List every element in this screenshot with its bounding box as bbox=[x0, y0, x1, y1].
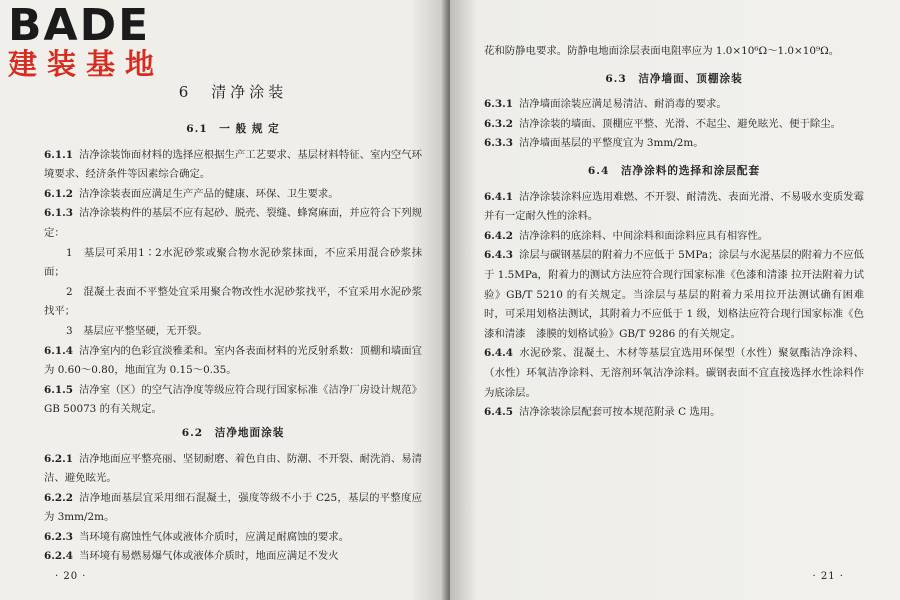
clause-6-2-3 bbox=[44, 528, 422, 548]
clause-number: 6.1.1 bbox=[44, 148, 73, 161]
clause-text: 洁净墙面基层的平整度宜为 3mm/2m。 bbox=[518, 137, 704, 150]
page-number-left: · 20 · bbox=[55, 571, 87, 582]
clause-text: 洁净室内的色彩宜淡雅柔和。室内各表面材料的光反射系数：顶棚和墙面宜为 0.60～0.80，地面宜为 0.15～0.35。 bbox=[44, 344, 422, 377]
bade-logo bbox=[8, 0, 165, 81]
list-item-3: 3 基层应平整坚硬，无开裂。 bbox=[66, 324, 208, 337]
clause-6-2-2 bbox=[44, 489, 422, 528]
clause-6-3-3 bbox=[484, 134, 864, 154]
clause-number: 6.3.1 bbox=[484, 98, 513, 111]
logo-word: BADE bbox=[8, 0, 151, 51]
section-title-6-2: 6.2 洁净地面涂装 bbox=[181, 426, 285, 439]
logo-subtitle: 建装基地 bbox=[8, 47, 165, 81]
clause-6-1-1 bbox=[44, 146, 422, 185]
clause-text: 洁净室（区）的空气洁净度等级应符合现行国家标准《洁净厂房设计规范》GB 50073 的有关规定。 bbox=[44, 383, 422, 416]
clause-number: 6.1.4 bbox=[44, 344, 73, 357]
clause-number: 6.1.2 bbox=[44, 187, 73, 200]
clause-text: 洁净涂装涂层配套可按本规范附录 C 选用。 bbox=[518, 406, 721, 419]
list-item-1: 1 基层可采用1∶2水泥砂浆或聚合物水泥砂浆抹面，不应采用混合砂浆抹面； bbox=[44, 246, 422, 279]
clause-6-4-5 bbox=[484, 403, 864, 423]
clause-text: 当环境有易燃易爆气体或液体介质时，地面应满足不发火 bbox=[78, 550, 339, 563]
list-item-2: 2 混凝土表面不平整处宜采用聚合物改性水泥砂浆找平，不宜采用水泥砂浆找平； bbox=[44, 285, 422, 318]
clause-6-2-1 bbox=[44, 450, 422, 489]
section-title-6-3: 6.3 洁净墙面、顶棚涂装 bbox=[605, 72, 743, 85]
left-page bbox=[0, 0, 446, 600]
clause-6-3-1 bbox=[484, 95, 864, 115]
clause-number: 6.4.2 bbox=[484, 229, 513, 242]
clause-text: 洁净地面基层宜采用细石混凝土，强度等级不小于 C25，基层的平整度应为 3mm/2m。 bbox=[44, 491, 422, 524]
clause-number: 6.2.1 bbox=[44, 452, 73, 465]
clause-6-4-4 bbox=[484, 344, 864, 403]
clause-6-4-3 bbox=[484, 246, 864, 344]
clause-text: 洁净涂装表面应满足生产产品的健康、环保、卫生要求。 bbox=[78, 187, 339, 200]
clause-number: 6.4.3 bbox=[484, 249, 513, 262]
clause-text: 水泥砂浆、混凝土、木材等基层宜选用环保型（水性）聚氨酯洁净涂料、（水性）环氧洁净涂料、无溶剂环氧洁净涂料。碳钢表面不宜直接选择水性涂料作为底涂层。 bbox=[484, 347, 864, 399]
section-title-6-4: 6.4 洁净涂料的选择和涂层配套 bbox=[587, 164, 761, 177]
clause-text: 当环境有腐蚀性气体或液体介质时，应满足耐腐蚀的要求。 bbox=[78, 530, 350, 543]
clause-number: 6.3.3 bbox=[484, 137, 513, 150]
clause-text: 洁净涂装涂料应选用难燃、不开裂、耐清洗、表面光滑、不易吸水变质发霉并有一定耐久性的涂料。 bbox=[484, 190, 864, 223]
clause-text: 洁净涂装的墙面、顶棚应平整、光滑、不起尘、避免眩光、便于除尘。 bbox=[518, 117, 842, 130]
clause-number: 6.3.2 bbox=[484, 117, 513, 130]
page-number-right: · 21 · bbox=[812, 571, 844, 582]
section-title-6-1: 6.1 一 般 规 定 bbox=[186, 123, 280, 135]
clause-6-1-5 bbox=[44, 381, 422, 420]
clause-number: 6.4.1 bbox=[484, 190, 513, 203]
left-page-content bbox=[44, 78, 422, 567]
clause-number: 6.2.2 bbox=[44, 491, 73, 504]
clause-number: 6.2.3 bbox=[44, 530, 73, 543]
clause-text: 洁净涂料的底涂料、中间涂料和面涂料应具有相容性。 bbox=[518, 229, 769, 242]
clause-6-4-1 bbox=[484, 188, 864, 227]
clause-6-2-4 bbox=[44, 547, 422, 567]
continued-text: 花和防静电要求。防静电地面涂层表面电阻率应为 1.0×10⁶Ω～1.0×10⁹Ω。 bbox=[484, 45, 840, 57]
clause-6-1-2 bbox=[44, 185, 422, 205]
clause-6-1-4 bbox=[44, 342, 422, 381]
clause-text: 涂层与碳钢基层的附着力不应低于 5MPa；涂层与水泥基层的附着力不应低于 1.5MPa，附着力的测试方法应符合现行国家标准《色漆和清漆 拉开法附着力试验》GB/T 5210 的有关规定。当涂层与基层的附着力采用拉开法测试确有困难时，可采用划格法测试，其附着力不应低于 1 级，划格法应符合现行国家标准《色漆和清漆 漆膜的划格试验》GB/T 9286 的有关规定。 bbox=[484, 249, 864, 340]
clause-number: 6.4.4 bbox=[484, 347, 513, 360]
clause-number: 6.2.4 bbox=[44, 550, 73, 563]
clause-text: 洁净墙面涂装应满足易清洁、耐消毒的要求。 bbox=[518, 98, 727, 111]
clause-number: 6.4.5 bbox=[484, 406, 513, 419]
clause-6-4-2 bbox=[484, 227, 864, 247]
clause-number: 6.1.5 bbox=[44, 383, 73, 396]
chapter-title: 6 清净涂装 bbox=[178, 83, 288, 101]
clause-6-3-2 bbox=[484, 115, 864, 135]
clause-number: 6.1.3 bbox=[44, 207, 73, 220]
clause-text: 洁净涂装饰面材料的选择应根据生产工艺要求、基层材料特征、室内空气环境要求、经济条件等因素综合确定。 bbox=[44, 148, 422, 181]
right-page-content bbox=[484, 42, 864, 423]
clause-text: 洁净地面应平整亮丽、坚韧耐磨、着色自由、防潮、不开裂、耐洗消、易清洁、避免眩光。 bbox=[44, 452, 422, 485]
right-page bbox=[450, 0, 900, 600]
clause-text: 洁净涂装构件的基层不应有起砂、脱壳、裂缝、蜂窝麻面，并应符合下列规定： bbox=[44, 207, 422, 239]
clause-6-1-3 bbox=[44, 204, 422, 243]
